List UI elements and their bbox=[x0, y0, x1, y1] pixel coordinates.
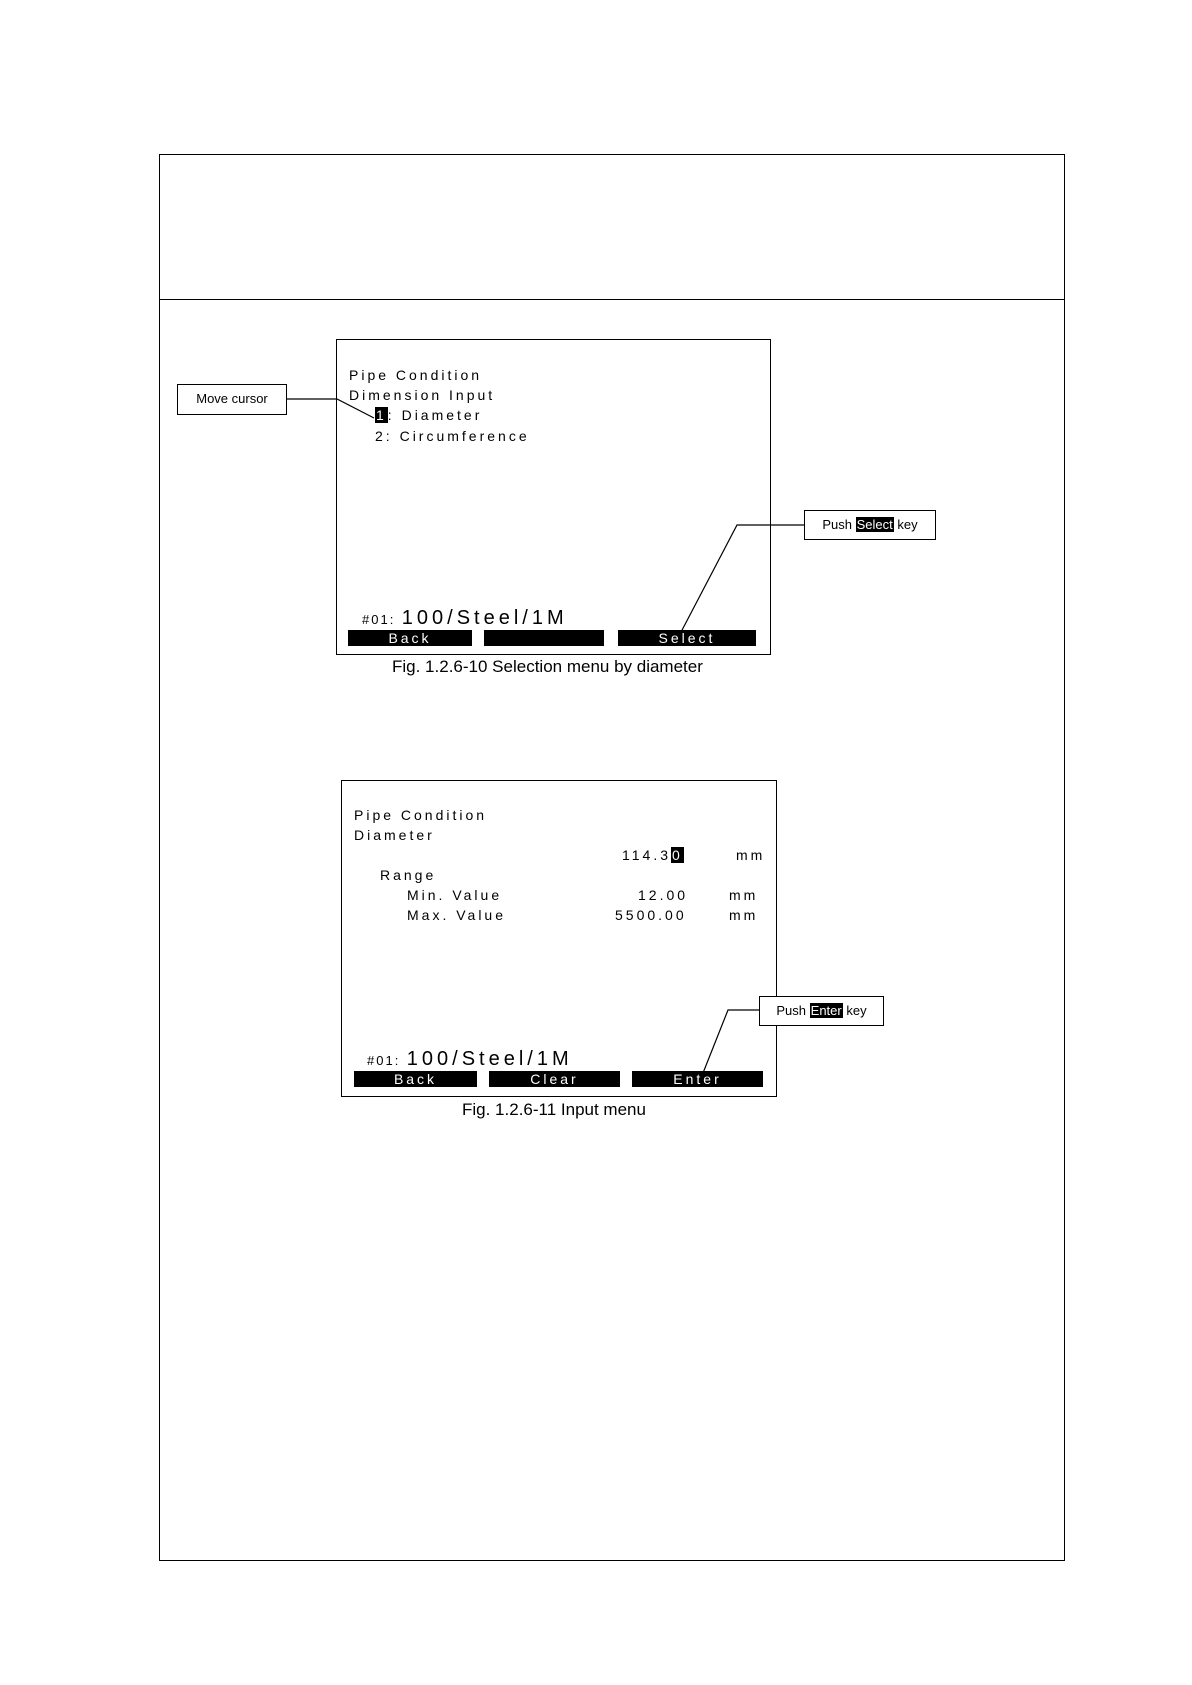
enter-softkey[interactable]: Enter bbox=[632, 1071, 763, 1087]
back-softkey[interactable]: Back bbox=[354, 1071, 477, 1087]
menu-option-diameter[interactable]: 1: Diameter bbox=[376, 407, 483, 423]
screen-subtitle: Diameter bbox=[354, 827, 435, 843]
value-unit: mm bbox=[736, 847, 766, 863]
status-line: #01: 100/Steel/1M bbox=[367, 1048, 573, 1070]
back-softkey[interactable]: Back bbox=[348, 630, 472, 646]
diameter-input-field[interactable]: 114.30 bbox=[622, 847, 683, 863]
clear-softkey[interactable]: Clear bbox=[489, 1071, 620, 1087]
figure-caption-1: Fig. 1.2.6-10 Selection menu by diameter bbox=[392, 657, 703, 676]
select-softkey[interactable]: Select bbox=[618, 630, 756, 646]
push-enter-callout: Push Enter key bbox=[759, 996, 884, 1026]
min-value-unit: mm bbox=[729, 887, 759, 903]
screen-title: Pipe Condition bbox=[354, 807, 488, 823]
figure-caption-2: Fig. 1.2.6-11 Input menu bbox=[462, 1100, 646, 1119]
status-line: #01: 100/Steel/1M bbox=[362, 607, 568, 629]
max-value: 5500.00 bbox=[615, 907, 687, 923]
min-value: 12.00 bbox=[638, 887, 689, 903]
lcd-screen-input-menu bbox=[341, 780, 777, 1097]
blank-softkey[interactable] bbox=[484, 630, 604, 646]
push-select-callout: Push Select key bbox=[804, 510, 936, 540]
screen-title: Pipe Condition bbox=[349, 367, 483, 383]
max-value-label: Max. Value bbox=[407, 907, 506, 923]
input-cursor: 0 bbox=[672, 847, 683, 863]
header-divider bbox=[159, 299, 1065, 300]
lcd-screen-selection-menu bbox=[336, 339, 771, 655]
min-value-label: Min. Value bbox=[407, 887, 503, 903]
max-value-unit: mm bbox=[729, 907, 759, 923]
selected-option-number: 1 bbox=[376, 407, 387, 423]
menu-option-circumference[interactable]: 2: Circumference bbox=[375, 428, 530, 444]
range-label: Range bbox=[380, 867, 437, 883]
screen-subtitle: Dimension Input bbox=[349, 387, 496, 403]
move-cursor-callout: Move cursor bbox=[177, 384, 287, 415]
